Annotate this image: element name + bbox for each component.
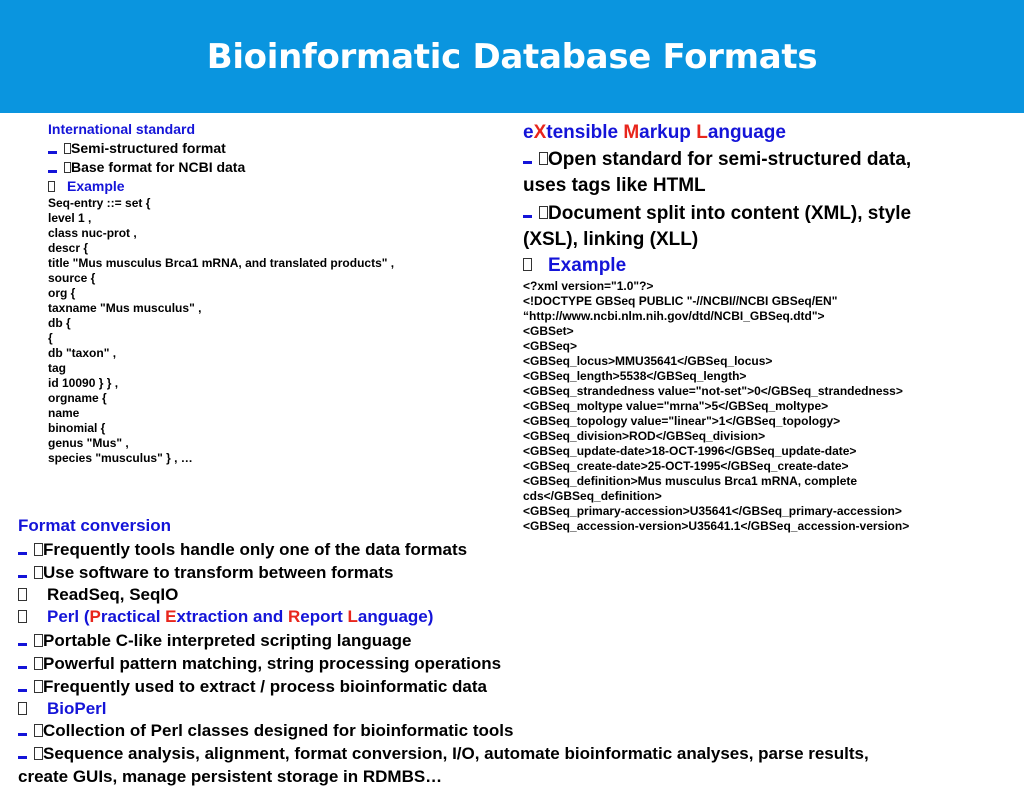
- right-example-label: Example: [523, 255, 626, 277]
- dash-bullet-icon: [18, 575, 27, 578]
- missing-glyph-icon: [34, 657, 43, 670]
- xml-line: <GBSeq_accession-version>U35641.1</GBSeq_accession-version>: [523, 519, 910, 533]
- missing-glyph-icon: [34, 634, 43, 647]
- code-line: class nuc-prot ,: [48, 226, 137, 240]
- code-line: id 10090 } } ,: [48, 376, 119, 390]
- xml-line: <GBSeq_length>5538</GBSeq_length>: [523, 369, 747, 383]
- dash-bullet-icon: [523, 215, 532, 218]
- code-line: taxname "Mus musculus" ,: [48, 301, 202, 315]
- right-bullet: Document split into content (XML), style: [523, 203, 911, 225]
- missing-glyph-icon: [48, 181, 55, 192]
- missing-glyph-icon: [34, 724, 43, 737]
- code-line: species "musculus" } , …: [48, 451, 193, 465]
- missing-glyph-icon: [34, 566, 43, 579]
- missing-glyph-icon: [34, 680, 43, 693]
- slide-title: Bioinformatic Database Formats: [206, 37, 818, 77]
- code-line: level 1 ,: [48, 211, 92, 225]
- code-line: source {: [48, 271, 96, 285]
- bottom-bullet: Use software to transform between formats: [18, 563, 393, 583]
- dash-bullet-icon: [18, 666, 27, 669]
- perl-bullet: Portable C-like interpreted scripting language: [18, 631, 411, 651]
- dash-bullet-icon: [48, 170, 57, 173]
- missing-glyph-icon: [18, 588, 27, 601]
- dash-bullet-icon: [18, 733, 27, 736]
- code-line: binomial {: [48, 421, 106, 435]
- left-bullet: Semi-structured format: [48, 140, 226, 156]
- xml-line: <?xml version="1.0"?>: [523, 279, 654, 293]
- code-line: {: [48, 331, 53, 345]
- code-line: genus "Mus" ,: [48, 436, 129, 450]
- missing-glyph-icon: [64, 162, 71, 173]
- bottom-sub-item: ReadSeq, SeqIO: [18, 585, 178, 605]
- xml-line: <GBSeq>: [523, 339, 578, 353]
- xml-line: <GBSeq_topology value="linear">1</GBSeq_topology>: [523, 414, 841, 428]
- xml-line: <GBSet>: [523, 324, 574, 338]
- xml-line: “http://www.ncbi.nlm.nih.gov/dtd/NCBI_GBSeq.dtd">: [523, 309, 825, 323]
- missing-glyph-icon: [539, 152, 548, 165]
- xml-line: <GBSeq_create-date>25-OCT-1995</GBSeq_create-date>: [523, 459, 849, 473]
- dash-bullet-icon: [523, 161, 532, 164]
- dash-bullet-icon: [48, 151, 57, 154]
- code-line: db "taxon" ,: [48, 346, 117, 360]
- dash-bullet-icon: [18, 643, 27, 646]
- code-line: descr {: [48, 241, 89, 255]
- xml-line: cds</GBSeq_definition>: [523, 489, 662, 503]
- missing-glyph-icon: [64, 143, 71, 154]
- dash-bullet-icon: [18, 552, 27, 555]
- bioperl-bullet: Sequence analysis, alignment, format conversion, I/O, automate bioinformatic analyses, parse results,: [18, 744, 869, 764]
- xml-line: <GBSeq_division>ROD</GBSeq_division>: [523, 429, 766, 443]
- bottom-heading: Format conversion: [18, 516, 172, 535]
- xml-line: <!DOCTYPE GBSeq PUBLIC "-//NCBI//NCBI GBSeq/EN": [523, 294, 838, 308]
- code-line: name: [48, 406, 80, 420]
- dash-bullet-icon: [18, 756, 27, 759]
- missing-glyph-icon: [18, 702, 27, 715]
- code-line: Seq-entry ::= set {: [48, 196, 151, 210]
- missing-glyph-icon: [34, 543, 43, 556]
- bioperl-heading: BioPerl: [18, 699, 107, 719]
- xml-heading: eXtensible Markup Language: [523, 122, 786, 143]
- missing-glyph-icon: [34, 747, 43, 760]
- right-bullet-continuation: (XSL), linking (XLL): [523, 229, 699, 250]
- perl-bullet: Frequently used to extract / process bioinformatic data: [18, 677, 487, 697]
- code-line: tag: [48, 361, 66, 375]
- bioperl-bullet-continuation: create GUIs, manage persistent storage in RDMBS…: [18, 767, 443, 786]
- missing-glyph-icon: [539, 206, 548, 219]
- left-heading: International standard: [48, 121, 196, 137]
- right-bullet-continuation: uses tags like HTML: [523, 175, 706, 196]
- xml-line: <GBSeq_definition>Mus musculus Brca1 mRNA, complete: [523, 474, 858, 488]
- code-line: org {: [48, 286, 76, 300]
- code-line: db {: [48, 316, 71, 330]
- perl-heading: Perl (Practical Extraction and Report Language): [18, 607, 433, 627]
- missing-glyph-icon: [523, 258, 532, 271]
- bioperl-bullet: Collection of Perl classes designed for bioinformatic tools: [18, 721, 513, 741]
- code-line: title "Mus musculus Brca1 mRNA, and translated products" ,: [48, 256, 395, 270]
- left-example-label: Example: [48, 178, 125, 194]
- left-bullet: Base format for NCBI data: [48, 159, 245, 175]
- xml-line: <GBSeq_update-date>18-OCT-1996</GBSeq_update-date>: [523, 444, 857, 458]
- missing-glyph-icon: [18, 610, 27, 623]
- dash-bullet-icon: [18, 689, 27, 692]
- perl-bullet: Powerful pattern matching, string processing operations: [18, 654, 501, 674]
- bottom-bullet: Frequently tools handle only one of the data formats: [18, 540, 467, 560]
- right-bullet: Open standard for semi-structured data,: [523, 149, 911, 171]
- code-line: orgname {: [48, 391, 107, 405]
- xml-line: <GBSeq_primary-accession>U35641</GBSeq_primary-accession>: [523, 504, 902, 518]
- xml-line: <GBSeq_locus>MMU35641</GBSeq_locus>: [523, 354, 773, 368]
- title-bar: [0, 0, 1024, 113]
- xml-line: <GBSeq_moltype value="mrna">5</GBSeq_moltype>: [523, 399, 829, 413]
- xml-line: <GBSeq_strandedness value="not-set">0</GBSeq_strandedness>: [523, 384, 903, 398]
